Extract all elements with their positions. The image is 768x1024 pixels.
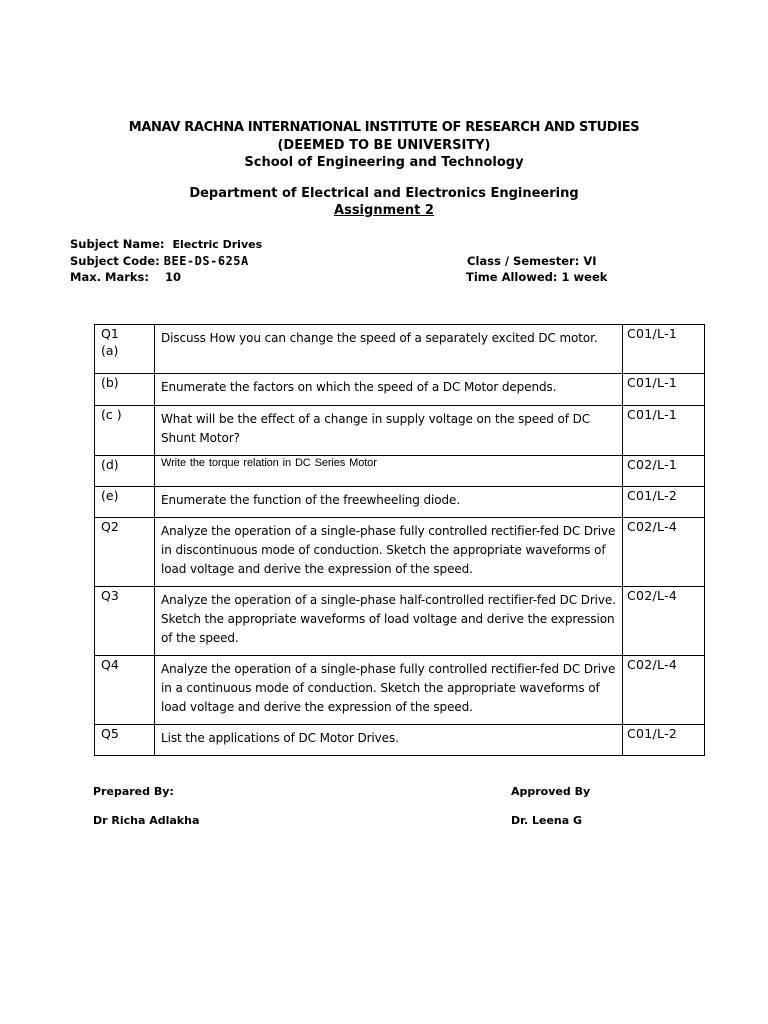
course-outcome: C02/L-4 — [623, 518, 705, 587]
subject-code-value: BEE-DS-625A — [163, 254, 249, 268]
table-row — [95, 518, 705, 587]
max-marks-label: Max. Marks: — [70, 270, 149, 284]
max-marks-value: 10 — [164, 270, 181, 284]
question-text: Write the torque relation in DC Series Motor — [155, 456, 623, 487]
questions-table — [94, 324, 705, 756]
question-text: Analyze the operation of a single-phase half-controlled rectifier-fed DC Drive. Sketch the appropriate waveforms of load voltage and derive the expression of the speed. — [155, 587, 623, 656]
prepared-by-label: Prepared By: — [93, 785, 174, 798]
time-allowed: Time Allowed: 1 week — [466, 270, 608, 284]
question-text: Enumerate the factors on which the speed of a DC Motor depends. — [155, 374, 623, 406]
question-text: What will be the effect of a change in supply voltage on the speed of DC Shunt Motor? — [155, 406, 623, 456]
course-outcome: C01/L-1 — [623, 325, 705, 374]
question-number: Q5 — [95, 725, 155, 756]
table-row — [95, 587, 705, 656]
table-row — [95, 325, 705, 374]
table-row — [95, 374, 705, 406]
table-row — [95, 456, 705, 487]
course-outcome: C02/L-1 — [623, 456, 705, 487]
question-text: Analyze the operation of a single-phase fully controlled rectifier-fed DC Drive in a continuous mode of conduction. Sketch the appropriate waveforms of load voltage and derive the expression of the speed. — [155, 656, 623, 725]
max-marks-row — [70, 269, 181, 285]
approved-by-name: Dr. Leena G — [511, 814, 583, 827]
question-number: Q1 (a) — [95, 325, 155, 374]
course-outcome: C01/L-2 — [623, 487, 705, 518]
course-outcome: C02/L-4 — [623, 656, 705, 725]
subject-name-row — [70, 236, 262, 253]
table-row — [95, 406, 705, 456]
subject-code-label: Subject Code: — [70, 254, 160, 268]
department-name: Department of Electrical and Electronics Engineering — [189, 186, 579, 201]
subject-name-label: Subject Name: — [70, 237, 165, 251]
question-number: (c ) — [95, 406, 155, 456]
approved-by-label: Approved By — [511, 785, 591, 798]
course-outcome: C01/L-1 — [623, 406, 705, 456]
question-text: List the applications of DC Motor Drives. — [155, 725, 623, 756]
question-text: Discuss How you can change the speed of a separately excited DC motor. — [155, 325, 623, 374]
question-number: (e) — [95, 487, 155, 518]
table-row — [95, 725, 705, 756]
assignment-title: Assignment 2 — [334, 203, 434, 218]
university-status: (DEEMED TO BE UNIVERSITY) — [277, 138, 491, 153]
subject-code-row — [70, 253, 249, 269]
prepared-by-name: Dr Richa Adlakha — [93, 814, 200, 827]
subject-name-value: Electric Drives — [172, 238, 263, 251]
question-number: (b) — [95, 374, 155, 406]
class-semester: Class / Semester: VI — [467, 254, 597, 268]
course-outcome: C02/L-4 — [623, 587, 705, 656]
question-number: Q3 — [95, 587, 155, 656]
question-number: (d) — [95, 456, 155, 487]
question-number: Q2 — [95, 518, 155, 587]
table-row — [95, 656, 705, 725]
table-row — [95, 487, 705, 518]
question-text: Enumerate the function of the freewheeling diode. — [155, 487, 623, 518]
question-text: Analyze the operation of a single-phase fully controlled rectifier-fed DC Drive in discontinuous mode of conduction. Sketch the appropriate waveforms of load voltage and derive the expression of the speed. — [155, 518, 623, 587]
institute-name: MANAV RACHNA INTERNATIONAL INSTITUTE OF RESEARCH AND STUDIES — [128, 120, 640, 135]
course-outcome: C01/L-2 — [623, 725, 705, 756]
school-name: School of Engineering and Technology — [244, 155, 524, 170]
course-outcome: C01/L-1 — [623, 374, 705, 406]
question-number: Q4 — [95, 656, 155, 725]
